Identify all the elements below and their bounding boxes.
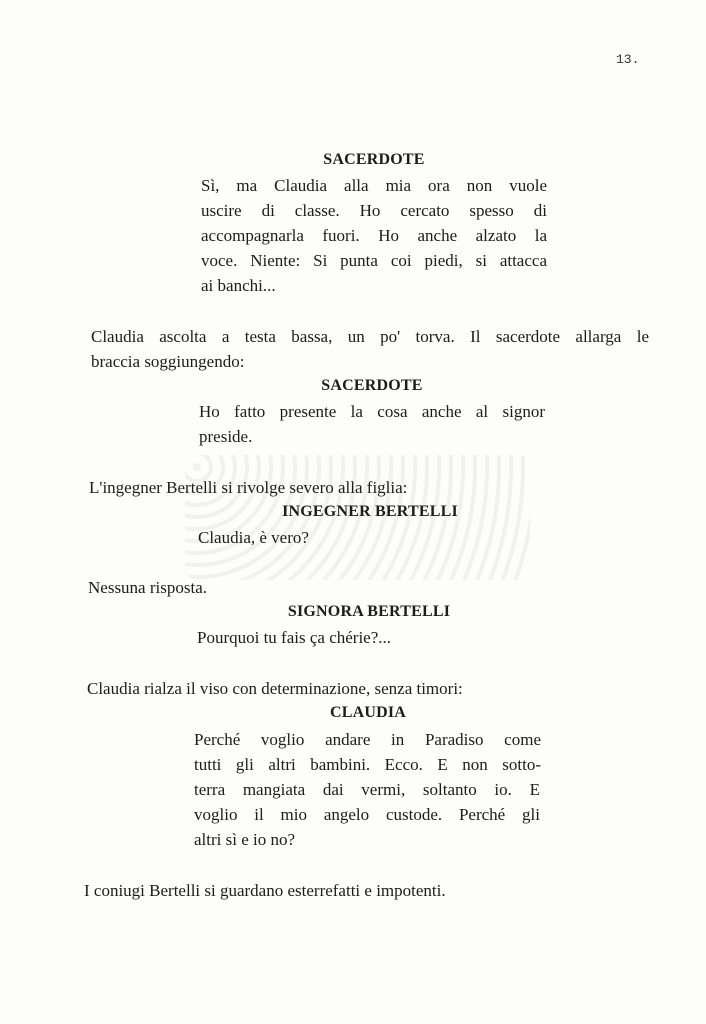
- dialogue-line: altri sì e io no?: [194, 830, 296, 849]
- character-cue: SACERDOTE: [321, 377, 423, 394]
- action-line: I coniugi Bertelli si guardano esterrefatti e impotenti.: [84, 881, 446, 900]
- dialogue-line: Perché voglio andare in Paradiso come: [194, 730, 541, 749]
- dialogue-line: Ho fatto presente la cosa anche al signor: [199, 402, 545, 421]
- action-line: Nessuna risposta.: [88, 578, 207, 597]
- character-cue: SIGNORA BERTELLI: [287, 603, 451, 620]
- page-number: 13.: [616, 52, 640, 67]
- action-line: Claudia ascolta a testa bassa, un po' torva. Il sacerdote allarga le: [91, 327, 649, 346]
- dialogue-line: Pourquoi tu fais ça chérie?...: [197, 628, 392, 647]
- dialogue-line: terra mangiata dai vermi, soltanto io. E: [194, 780, 540, 799]
- character-cue: CLAUDIA: [329, 704, 407, 721]
- action-line: braccia soggiungendo:: [91, 352, 245, 371]
- dialogue-line: voce. Niente: Si punta coi piedi, si attacca: [201, 251, 547, 270]
- action-line: Claudia rialza il viso con determinazione, senza timori:: [87, 679, 463, 698]
- character-cue: SACERDOTE: [323, 151, 425, 168]
- dialogue-line: tutti gli altri bambini. Ecco. E non sotto-: [194, 755, 541, 774]
- dialogue-line: accompagnarla fuori. Ho anche alzato la: [201, 226, 547, 245]
- dialogue-line: voglio il mio angelo custode. Perché gli: [194, 805, 540, 824]
- action-line: L'ingegner Bertelli si rivolge severo alla figlia:: [89, 478, 408, 497]
- dialogue-line: uscire di classe. Ho cercato spesso di: [201, 201, 547, 220]
- dialogue-line: Claudia, è vero?: [198, 528, 309, 547]
- dialogue-line: ai banchi...: [201, 276, 276, 295]
- dialogue-line: Sì, ma Claudia alla mia ora non vuole: [201, 176, 547, 195]
- dialogue-line: preside.: [199, 427, 253, 446]
- character-cue: INGEGNER BERTELLI: [282, 503, 458, 520]
